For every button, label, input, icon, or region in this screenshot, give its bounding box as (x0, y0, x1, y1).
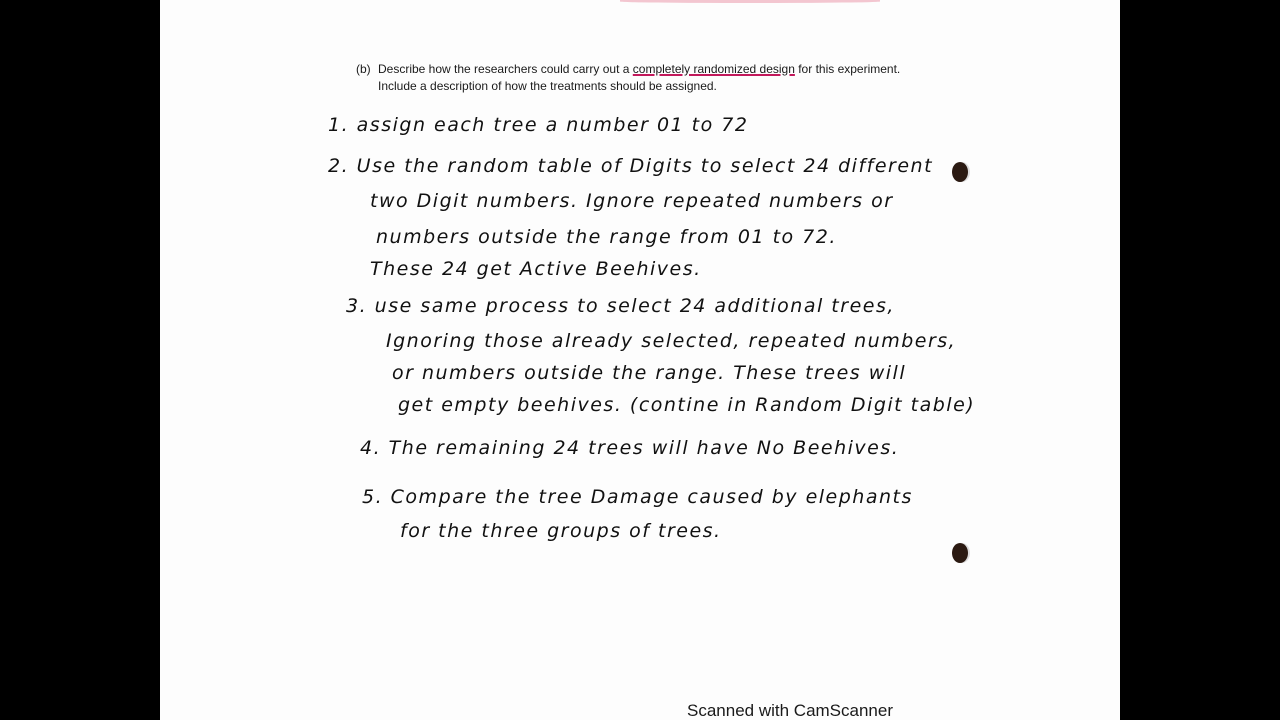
answer-line: Ignoring those already selected, repeated numbers, (386, 330, 957, 352)
question-line-1: Describe how the researchers could carry out a completely randomized design for this experiment. (378, 62, 901, 76)
punch-hole-bottom (952, 543, 968, 563)
answer-line: These 24 get Active Beehives. (370, 258, 702, 280)
question-label: (b) (356, 62, 371, 76)
punch-hole-top (952, 162, 968, 182)
answer-line: 2. Use the random table of Digits to select 24 different (328, 155, 934, 177)
answer-line: two Digit numbers. Ignore repeated numbers or (370, 190, 894, 212)
answer-line: get empty beehives. (contine in Random Digit table) (398, 394, 976, 416)
answer-line: 5. Compare the tree Damage caused by elephants (362, 486, 913, 508)
question-line-2: Include a description of how the treatments should be assigned. (378, 79, 717, 93)
answer-line: 1. assign each tree a number 01 to 72 (328, 114, 749, 136)
answer-line: for the three groups of trees. (400, 520, 722, 542)
answer-line: 3. use same process to select 24 additional trees, (346, 295, 895, 317)
camscanner-watermark: Scanned with CamScanner (687, 701, 894, 720)
answer-line: or numbers outside the range. These trees will (392, 362, 907, 384)
answer-line: 4. The remaining 24 trees will have No Beehives. (360, 437, 900, 459)
answer-line: numbers outside the range from 01 to 72. (376, 226, 837, 248)
pink-mark (620, 0, 880, 3)
scanned-page (160, 0, 1120, 720)
underlined-phrase: completely randomized design (632, 62, 795, 76)
